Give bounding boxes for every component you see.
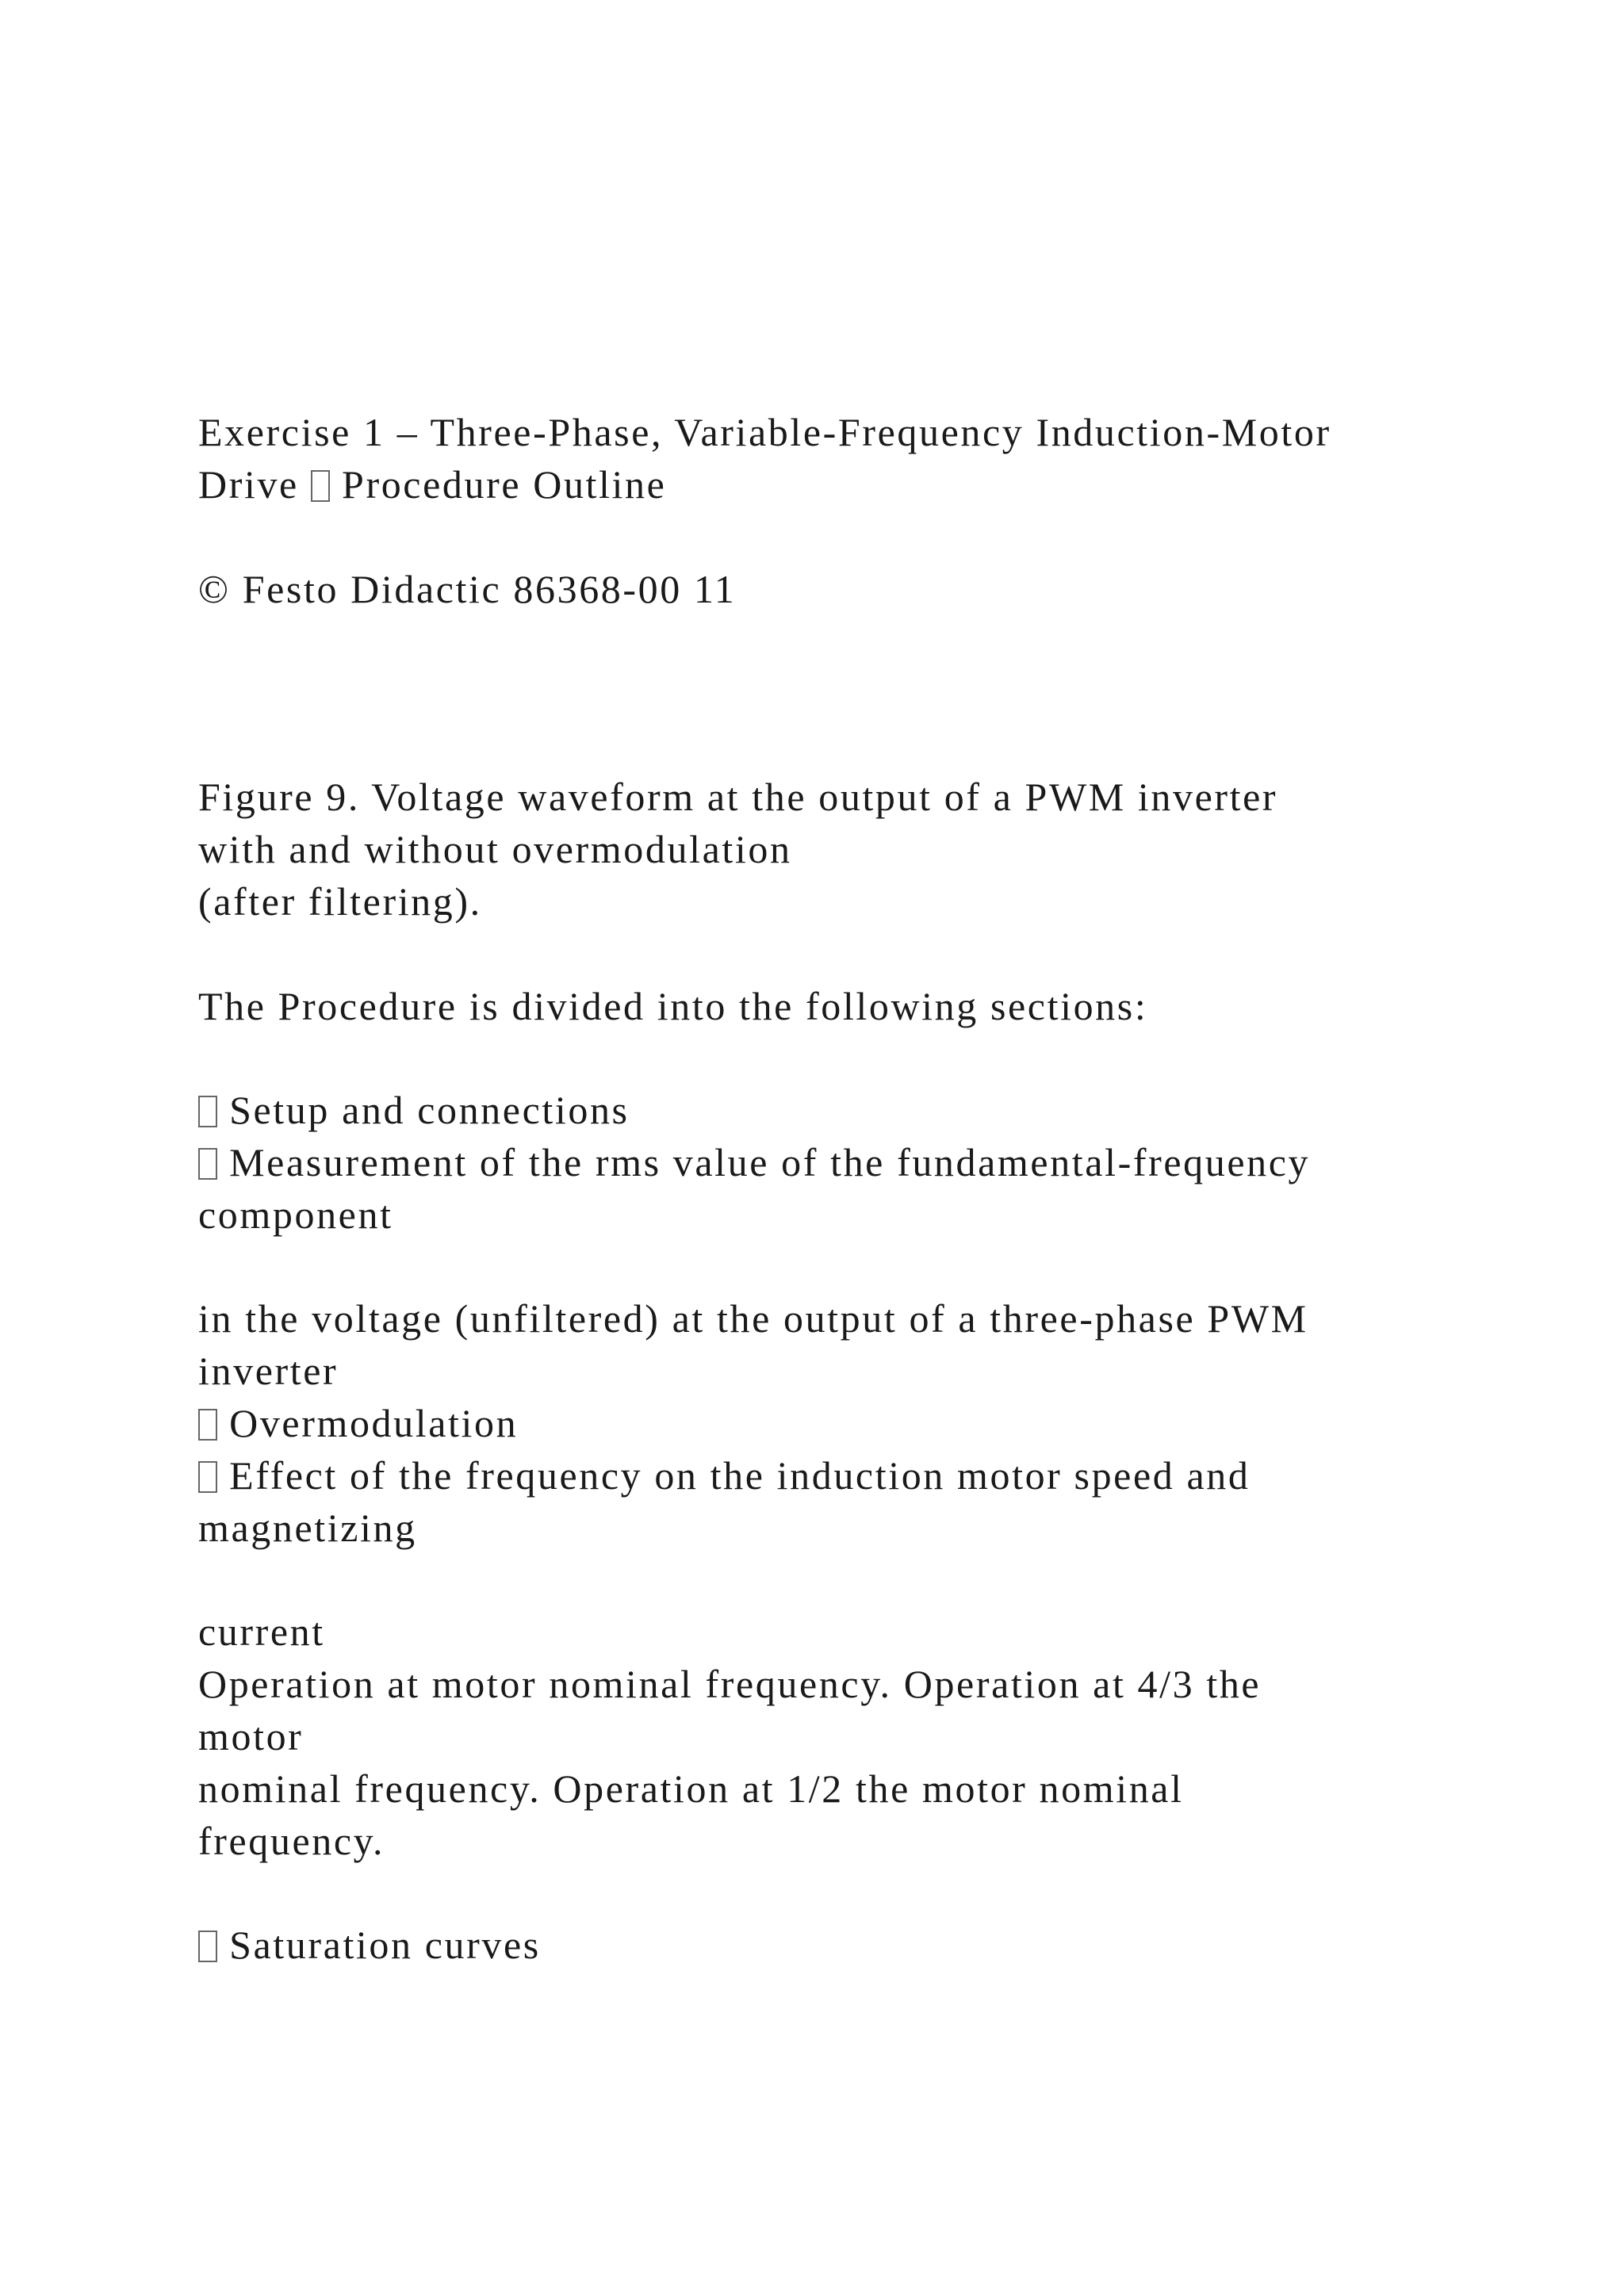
list-item-frequency-effect xyxy=(198,1449,1250,1502)
title-line-2 xyxy=(198,458,666,511)
missing-glyph-box-icon xyxy=(198,1148,217,1180)
missing-glyph-box-icon xyxy=(198,1096,217,1127)
title-line-2-end: Procedure Outline xyxy=(329,462,667,507)
list-item-label: Setup and connections xyxy=(229,1088,630,1132)
title-line-2-start: Drive xyxy=(198,462,311,507)
list-item-continuation: nominal frequency. Operation at 1/2 the motor nominal xyxy=(198,1766,1184,1811)
list-item-label: Effect of the frequency on the induction motor speed and xyxy=(229,1453,1251,1498)
list-item-continuation: component xyxy=(198,1192,393,1237)
intro-text: The Procedure is divided into the following sections: xyxy=(198,984,1148,1028)
list-item-overmodulation xyxy=(198,1397,518,1449)
list-item-continuation: Operation at motor nominal frequency. Operation at 4/3 the xyxy=(198,1662,1262,1706)
figure-caption-line-2: with and without overmodulation xyxy=(198,827,792,871)
list-item-continuation: inverter xyxy=(198,1349,339,1393)
list-item-label: Overmodulation xyxy=(229,1401,519,1445)
missing-glyph-box-icon xyxy=(198,1409,217,1441)
list-item-continuation: in the voltage (unfiltered) at the output of a three-phase PWM xyxy=(198,1296,1308,1341)
list-item-continuation: current xyxy=(198,1609,325,1654)
missing-glyph-box-icon xyxy=(198,1461,217,1493)
list-item-continuation: magnetizing xyxy=(198,1506,417,1550)
list-item-label: Saturation curves xyxy=(229,1923,541,1967)
missing-glyph-box-icon xyxy=(198,1931,217,1962)
title-line-1: Exercise 1 – Three-Phase, Variable-Frequency Induction-Motor xyxy=(198,410,1331,454)
list-item-saturation xyxy=(198,1919,541,1971)
list-item-continuation: motor xyxy=(198,1714,304,1758)
list-item-label: Measurement of the rms value of the fundamental-frequency xyxy=(229,1140,1311,1184)
list-item-measurement xyxy=(198,1136,1310,1188)
missing-glyph-box-icon xyxy=(311,470,330,502)
list-item-continuation: frequency. xyxy=(198,1819,385,1863)
figure-caption-line-1: Figure 9. Voltage waveform at the output of a PWM inverter xyxy=(198,775,1278,819)
figure-caption-line-3: (after filtering). xyxy=(198,879,482,924)
copyright-line: © Festo Didactic 86368-00 11 xyxy=(198,567,737,611)
list-item-setup xyxy=(198,1084,630,1136)
